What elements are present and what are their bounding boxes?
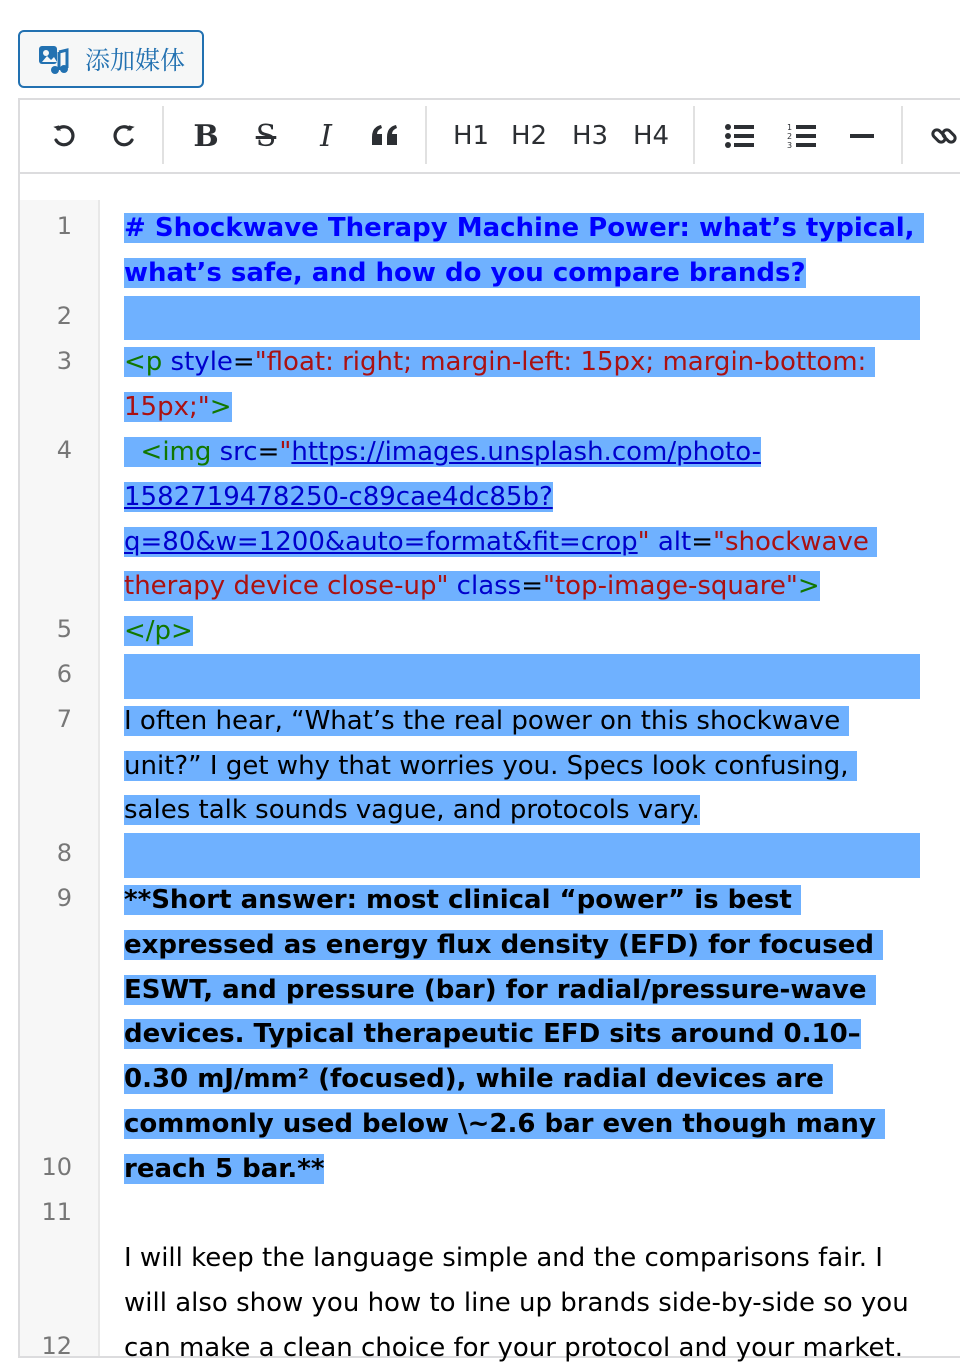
- undo-icon: [50, 122, 78, 150]
- line-number: 6: [56, 660, 72, 688]
- code-line-4: [124, 430, 920, 609]
- attribute-value: "float: right; margin-left: 15px; margin-bottom: 15px;": [124, 347, 875, 423]
- horizontal-rule-button[interactable]: [842, 110, 882, 162]
- equals-sign: =: [257, 436, 280, 467]
- line-number-gutter: [20, 200, 100, 1360]
- quote-mark: ": [637, 526, 650, 557]
- h3-label: H3: [571, 121, 609, 151]
- line-number: 5: [56, 615, 72, 643]
- line-number: 9: [56, 884, 72, 912]
- html-attribute: class: [448, 571, 522, 602]
- add-media-label: 添加媒体: [85, 46, 186, 75]
- horizontal-rule-icon: [850, 132, 874, 140]
- toolbar-separator: [162, 106, 164, 164]
- link-icon: [930, 122, 958, 150]
- line-number: 11: [41, 1198, 72, 1226]
- line-number: 4: [56, 436, 72, 464]
- svg-text:1: 1: [787, 123, 793, 132]
- line-number: 10: [41, 1153, 72, 1181]
- quote-button[interactable]: [364, 110, 406, 162]
- bold-button[interactable]: [186, 110, 226, 162]
- code-line-10: [124, 1192, 920, 1237]
- strikethrough-icon: S: [255, 118, 277, 154]
- attribute-value: "top-image-square": [543, 571, 798, 602]
- svg-text:3: 3: [787, 141, 793, 150]
- quote-mark: ": [279, 436, 292, 467]
- line-number: 12: [41, 1332, 72, 1360]
- html-tag: <img: [140, 436, 212, 467]
- editor-toolbar: [20, 100, 960, 174]
- svg-text:2: 2: [787, 132, 793, 141]
- image-url-link[interactable]: https://images.unsplash.com/photo-1582719478250-c89cae4dc85b?q=80&w=1200&auto=format&fit=crop: [124, 436, 761, 557]
- add-media-button[interactable]: [18, 30, 204, 88]
- h4-label: H4: [632, 121, 670, 151]
- add-media-icon: [37, 42, 71, 76]
- paragraph-text: I often hear, “What’s the real power on this shockwave unit?” I get why that worries you. Specs look confusing, sales talk sounds vague, and protocols vary.: [124, 705, 857, 826]
- html-attribute: alt: [649, 526, 692, 557]
- link-button[interactable]: [926, 110, 960, 162]
- line-number: 7: [56, 705, 72, 733]
- html-tag: </p>: [124, 616, 193, 647]
- line-number: 8: [56, 839, 72, 867]
- code-line-6: [124, 654, 920, 699]
- markdown-editor: [18, 98, 960, 1363]
- heading-text: # Shockwave Therapy Machine Power: what’s typical, what’s safe, and how do you compare brands?: [124, 213, 924, 288]
- line-number: 2: [56, 302, 72, 330]
- toolbar-separator: [693, 106, 695, 164]
- equals-sign: =: [691, 526, 714, 557]
- code-line-11: [124, 1236, 920, 1370]
- h2-label: H2: [510, 121, 548, 151]
- strikethrough-button[interactable]: [246, 110, 286, 162]
- bold-paragraph-text: **Short answer: most clinical “power” is best expressed as energy flux density (EFD) for focused ESWT, and pressure (bar) for radial/pressure-wave devices. Typical therapeutic EFD sits around 0.10–0.30 mJ/mm² (focused), while radial devices are commonly used below \~2.6 bar even though many reach 5 bar.**: [124, 884, 885, 1184]
- toolbar-separator: [901, 106, 903, 164]
- html-tag: <p: [124, 347, 163, 378]
- indent: [124, 437, 141, 467]
- undo-button[interactable]: [44, 110, 84, 162]
- code-line-9: [124, 878, 920, 1192]
- numbered-list-button[interactable]: [782, 110, 822, 162]
- heading-4-button[interactable]: [628, 110, 674, 162]
- paragraph-text: I will keep the language simple and the comparisons fair. I will also show you how to line up brands side-by-side so you can make a clean choice for your protocol and your market.: [124, 1243, 917, 1363]
- equals-sign: =: [521, 571, 544, 602]
- redo-icon: [110, 122, 138, 150]
- code-line-7: [124, 699, 920, 833]
- editor-text-area[interactable]: [124, 206, 924, 1371]
- code-line-5: [124, 609, 920, 654]
- heading-1-button[interactable]: [448, 110, 494, 162]
- html-tag: >: [797, 571, 820, 602]
- html-attribute: style: [162, 347, 233, 378]
- bold-icon: B: [193, 118, 219, 154]
- html-tag: >: [209, 392, 232, 423]
- italic-button[interactable]: [306, 110, 346, 162]
- bullet-list-icon: [725, 123, 755, 149]
- line-number: 3: [56, 347, 72, 375]
- heading-2-button[interactable]: [506, 110, 552, 162]
- html-attribute: src: [211, 436, 258, 467]
- h1-label: H1: [452, 121, 490, 151]
- toolbar-separator: [425, 106, 427, 164]
- code-line-3: [124, 340, 920, 430]
- italic-icon: I: [320, 118, 332, 154]
- numbered-list-icon: [787, 122, 817, 150]
- quote-icon: [370, 123, 400, 149]
- redo-button[interactable]: [104, 110, 144, 162]
- attribute-value: "shockwave therapy device close-up": [124, 526, 878, 602]
- code-line-2: [124, 296, 920, 341]
- code-line-8: [124, 833, 920, 878]
- code-line-1: [124, 206, 924, 296]
- equals-sign: =: [232, 347, 255, 378]
- heading-3-button[interactable]: [567, 110, 613, 162]
- bullet-list-button[interactable]: [720, 110, 760, 162]
- line-number: 1: [56, 212, 72, 240]
